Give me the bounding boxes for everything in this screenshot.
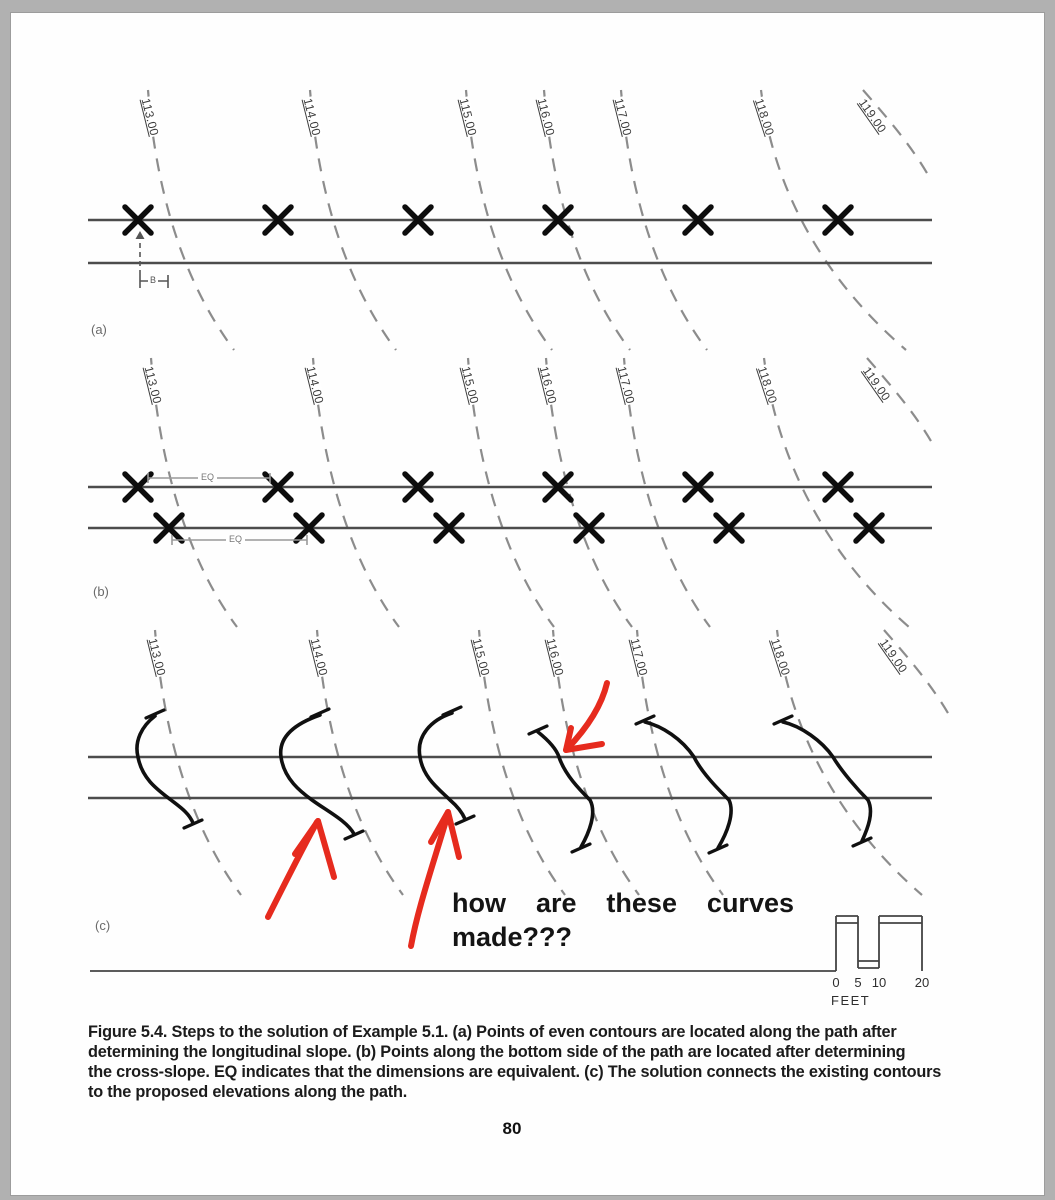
path-edges xyxy=(88,220,932,798)
contour-label-113.00-panel-c: 113.00 xyxy=(145,636,169,678)
solution-curve-113 xyxy=(137,716,193,823)
contour-line-113.00-panel-c xyxy=(155,630,241,895)
contour-label-113.00-panel-b: 113.00 xyxy=(141,364,165,406)
panel-b-letter: (b) xyxy=(93,584,109,599)
scale-unit-label: FEET xyxy=(831,993,871,1008)
contour-label-114.00-panel-a: 114.00 xyxy=(300,96,324,138)
contour-label-114.00-panel-b: 114.00 xyxy=(303,364,327,406)
scale-segment-0-5 xyxy=(836,916,858,923)
contour-line-116.00-panel-b xyxy=(546,358,632,627)
contour-label-115.00-panel-b: 115.00 xyxy=(458,364,482,406)
contour-label-113.00-panel-a: 113.00 xyxy=(138,96,162,138)
contour-label-115.00-panel-c: 115.00 xyxy=(469,636,493,678)
contour-label-116.00-panel-c: 116.00 xyxy=(543,636,567,678)
caption-line-2: determining the longitudinal slope. (b) Points along the bottom side of the path are located after determining xyxy=(88,1043,906,1061)
scale-tick-label-0: 0 xyxy=(832,975,840,990)
contour-line-114.00-panel-b xyxy=(313,358,399,627)
eq-label-bottom: EQ xyxy=(226,535,245,544)
contour-line-117.00-panel-b xyxy=(624,358,710,627)
panel-c-letter: (c) xyxy=(95,918,111,933)
solution-curve-118 xyxy=(783,722,870,841)
b-dimension-label: B xyxy=(150,275,157,285)
solution-curve-117 xyxy=(645,722,731,848)
handwritten-question-line-1: how are these curves xyxy=(452,888,794,918)
b-dimension-up-arrow-icon xyxy=(136,231,145,239)
contour-label-119.00-panel-c: 119.00 xyxy=(876,636,911,676)
contour-line-117.00-panel-c xyxy=(637,630,723,895)
scale-tick-label-5: 5 xyxy=(854,975,862,990)
page-number: 80 xyxy=(502,1119,522,1138)
contour-line-119.00-panel-b xyxy=(867,358,935,448)
contour-line-119.00-panel-c xyxy=(884,630,952,720)
contour-label-118.00-panel-c: 118.00 xyxy=(767,636,794,678)
contour-label-117.00-panel-c: 117.00 xyxy=(627,636,651,678)
solution-curves xyxy=(137,707,871,853)
solution-curve-end-ticks xyxy=(146,707,871,853)
contour-label-119.00-panel-b: 119.00 xyxy=(859,364,894,404)
contour-line-116.00-panel-c xyxy=(553,630,639,895)
eq-label-top: EQ xyxy=(198,473,217,482)
solution-curve-115 xyxy=(419,713,465,819)
handwritten-question xyxy=(452,886,794,954)
caption-line-1: Figure 5.4. Steps to the solution of Example 5.1. (a) Points of even contours are located along the path after xyxy=(88,1023,897,1041)
contour-label-118.00-panel-b: 118.00 xyxy=(754,364,781,406)
panel-a-letter: (a) xyxy=(91,322,107,337)
contour-label-119.00-panel-a: 119.00 xyxy=(855,96,890,136)
scale-segment-10-20 xyxy=(879,916,922,923)
contour-line-115.00-panel-b xyxy=(468,358,554,627)
contour-line-119.00-panel-a xyxy=(863,90,931,180)
contour-label-115.00-panel-a: 115.00 xyxy=(456,96,480,138)
contour-label-116.00-panel-b: 116.00 xyxy=(536,364,560,406)
contour-label-118.00-panel-a: 118.00 xyxy=(751,96,778,138)
contour-line-113.00-panel-b xyxy=(151,358,237,627)
figure-caption xyxy=(88,1022,988,1102)
red-arrow-left-up-icon xyxy=(268,821,334,917)
contour-label-117.00-panel-a: 117.00 xyxy=(611,96,635,138)
caption-line-4: to the proposed elevations along the path. xyxy=(88,1083,408,1101)
caption-line-3: the cross-slope. EQ indicates that the dimensions are equivalent. (c) The solution connects the existing contours xyxy=(88,1063,942,1081)
contour-label-114.00-panel-c: 114.00 xyxy=(307,636,331,678)
handwritten-question-line-2: made??? xyxy=(452,922,573,952)
scale-segment-5-10 xyxy=(858,961,879,968)
scale-tick-label-10: 10 xyxy=(871,975,887,990)
scale-tick-label-20: 20 xyxy=(914,975,930,990)
contour-label-117.00-panel-b: 117.00 xyxy=(614,364,638,406)
contour-label-116.00-panel-a: 116.00 xyxy=(534,96,558,138)
red-arrow-down-left-icon xyxy=(566,683,607,750)
